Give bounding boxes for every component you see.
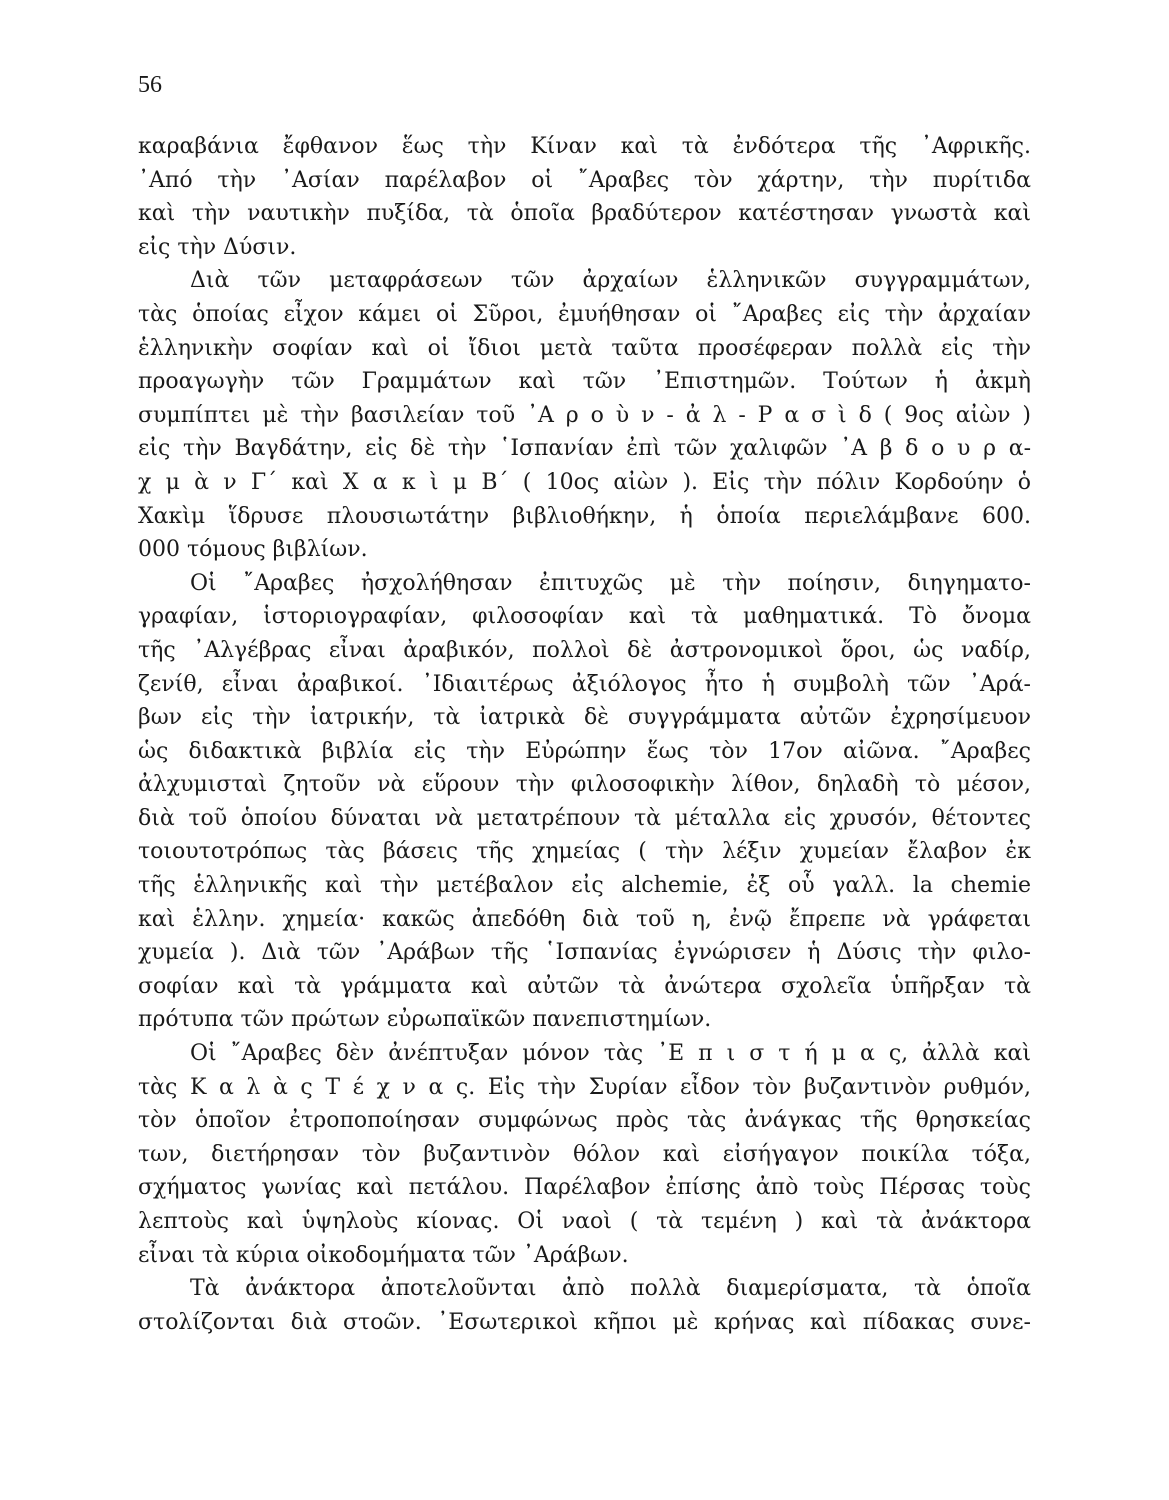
text-line: Τὰ ἀνάκτορα ἀποτελοῦνται ἀπὸ πολλὰ διαμερίσματα, τὰ ὁποῖα xyxy=(190,1276,1031,1302)
text-line: των, διετήρησαν τὸν βυζαντινὸν θόλον καὶ εἰσήγαγον ποικίλα τόξα, xyxy=(138,1141,1031,1167)
text-line: τὸν ὁποῖον ἐτροποποίησαν συμφώνως πρὸς τὰς ἀνάγκας τῆς θρησκείας xyxy=(138,1108,1031,1134)
text-line: τὰς ὁποίας εἶχον κάμει οἱ Σῦροι, ἐμυήθησαν οἱ ῎Αραβες εἰς τὴν ἀρχαίαν xyxy=(138,301,1031,327)
text-line: τῆς ἑλληνικῆς καὶ τὴν μετέβαλον εἰς alchemie, ἐξ οὗ γαλλ. la chemie xyxy=(138,873,1031,899)
paragraph-3 xyxy=(138,567,1031,1037)
text-line: εἰς τὴν Δύσιν. xyxy=(138,234,297,260)
text-line: βων εἰς τὴν ἰατρικήν, τὰ ἰατρικὰ δὲ συγγράμματα αὐτῶν ἐχρησίμευον xyxy=(138,705,1031,731)
text-line: ἀλχυμισταὶ ζητοῦν νὰ εὕρουν τὴν φιλοσοφικὴν λίθον, δηλαδὴ τὸ μέσον, xyxy=(138,772,1031,798)
text-line: πρότυπα τῶν πρώτων εὐρωπαϊκῶν πανεπιστημίων. xyxy=(138,1007,712,1033)
text-line: ζενίθ, εἶναι ἀραβικοί. ᾿Ιδιαιτέρως ἀξιόλογος ἦτο ἡ συμβολὴ τῶν ᾿Αρά- xyxy=(138,671,1031,697)
paragraph-1 xyxy=(138,130,1031,264)
text-line: γραφίαν, ἱστοριογραφίαν, φιλοσοφίαν καὶ τὰ μαθηματικά. Τὸ ὄνομα xyxy=(138,604,1031,630)
text-line: στολίζονται διὰ στοῶν. ᾿Εσωτερικοὶ κῆποι μὲ κρήνας καὶ πίδακας συνε- xyxy=(138,1309,1031,1335)
text-line: ἑλληνικὴν σοφίαν καὶ οἱ ἴδιοι μετὰ ταῦτα προσέφεραν πολλὰ εἰς τὴν xyxy=(138,335,1031,361)
text-line: εἰς τὴν Βαγδάτην, εἰς δὲ τὴν ῾Ισπανίαν ἐπὶ τῶν χαλιφῶν ᾿Α β δ ο υ ρ α- xyxy=(138,436,1031,462)
text-line: τὰς Κ α λ ὰ ς Τ έ χ ν α ς. Εἰς τὴν Συρίαν εἶδον τὸν βυζαντινὸν ρυθμόν, xyxy=(138,1074,1031,1100)
text-line: συμπίπτει μὲ τὴν βασιλείαν τοῦ ᾿Α ρ ο ὺ ν - ἀ λ - Ρ α σ ὶ δ ( 9ος αἰὼν ) xyxy=(138,402,1031,428)
text-line: τῆς ᾿Αλγέβρας εἶναι ἀραβικόν, πολλοὶ δὲ ἀστρονομικοὶ ὅροι, ὡς ναδίρ, xyxy=(138,637,1031,663)
text-line: σοφίαν καὶ τὰ γράμματα καὶ αὐτῶν τὰ ἀνώτερα σχολεῖα ὑπῆρξαν τὰ xyxy=(138,973,1031,999)
text-line: σχήματος γωνίας καὶ πετάλου. Παρέλαβον ἐπίσης ἀπὸ τοὺς Πέρσας τοὺς xyxy=(138,1175,1031,1201)
text-line: καραβάνια ἔφθανον ἕως τὴν Κίναν καὶ τὰ ἐνδότερα τῆς ᾿Αφρικῆς. xyxy=(138,134,1031,159)
text-line: ὡς διδακτικὰ βιβλία εἰς τὴν Εὐρώπην ἕως τὸν 17ον αἰῶνα. ῎Αραβες xyxy=(138,738,1031,764)
text-line: Οἱ ῎Αραβες ἠσχολήθησαν ἐπιτυχῶς μὲ τὴν ποίησιν, διηγηματο- xyxy=(190,570,1031,596)
text-line: προαγωγὴν τῶν Γραμμάτων καὶ τῶν ᾿Επιστημῶν. Τούτων ἡ ἀκμὴ xyxy=(138,369,1031,395)
text-line: χυμεία ). Διὰ τῶν ᾿Αράβων τῆς ῾Ισπανίας ἐγνώρισεν ἡ Δύσις τὴν φιλο- xyxy=(138,940,1031,966)
paragraph-5 xyxy=(138,1272,1031,1339)
paragraph-4 xyxy=(138,1037,1031,1272)
text-line: Διὰ τῶν μεταφράσεων τῶν ἀρχαίων ἑλληνικῶν συγγραμμάτων, xyxy=(190,268,1031,294)
text-line: ᾿Από τὴν ᾿Ασίαν παρέλαβον οἱ ῎Αραβες τὸν χάρτην, τὴν πυρίτιδα xyxy=(138,167,1031,193)
text-line: Οἱ ῎Αραβες δὲν ἀνέπτυξαν μόνον τὰς ᾿Ε π ι σ τ ή μ α ς, ἀλλὰ καὶ xyxy=(190,1041,1031,1067)
text-line: 000 τόμους βιβλίων. xyxy=(138,537,368,563)
text-line: χ μ ὰ ν Γ΄ καὶ Χ α κ ὶ μ Β΄ ( 10ος αἰὼν ). Εἰς τὴν πόλιν Κορδούην ὁ xyxy=(138,469,1031,495)
text-line: Χακὶμ ἵδρυσε πλουσιωτάτην βιβλιοθήκην, ἡ ὁποία περιελάμβανε 600. xyxy=(138,503,1031,529)
text-line: καὶ τὴν ναυτικὴν πυξίδα, τὰ ὁποῖα βραδύτερον κατέστησαν γνωστὰ καὶ xyxy=(138,201,1031,227)
text-line: καὶ ἑλλην. χημεία· κακῶς ἀπεδόθη διὰ τοῦ η, ἐνῷ ἔπρεπε νὰ γράφεται xyxy=(138,906,1031,932)
paragraph-2 xyxy=(138,264,1031,566)
text-line: εἶναι τὰ κύρια οἰκοδομήματα τῶν ᾿Αράβων. xyxy=(138,1242,629,1268)
page-number: 56 xyxy=(138,72,162,98)
text-line: λεπτοὺς καὶ ὑψηλοὺς κίονας. Οἱ ναοὶ ( τὰ τεμένη ) καὶ τὰ ἀνάκτορα xyxy=(138,1209,1031,1234)
text-line: τοιουτοτρόπως τὰς βάσεις τῆς χημείας ( τὴν λέξιν χυμείαν ἔλαβον ἐκ xyxy=(138,839,1031,865)
text-line: διὰ τοῦ ὁποίου δύναται νὰ μετατρέπουν τὰ μέταλλα εἰς χρυσόν, θέτοντες xyxy=(138,805,1031,831)
text-body xyxy=(138,130,1031,1339)
